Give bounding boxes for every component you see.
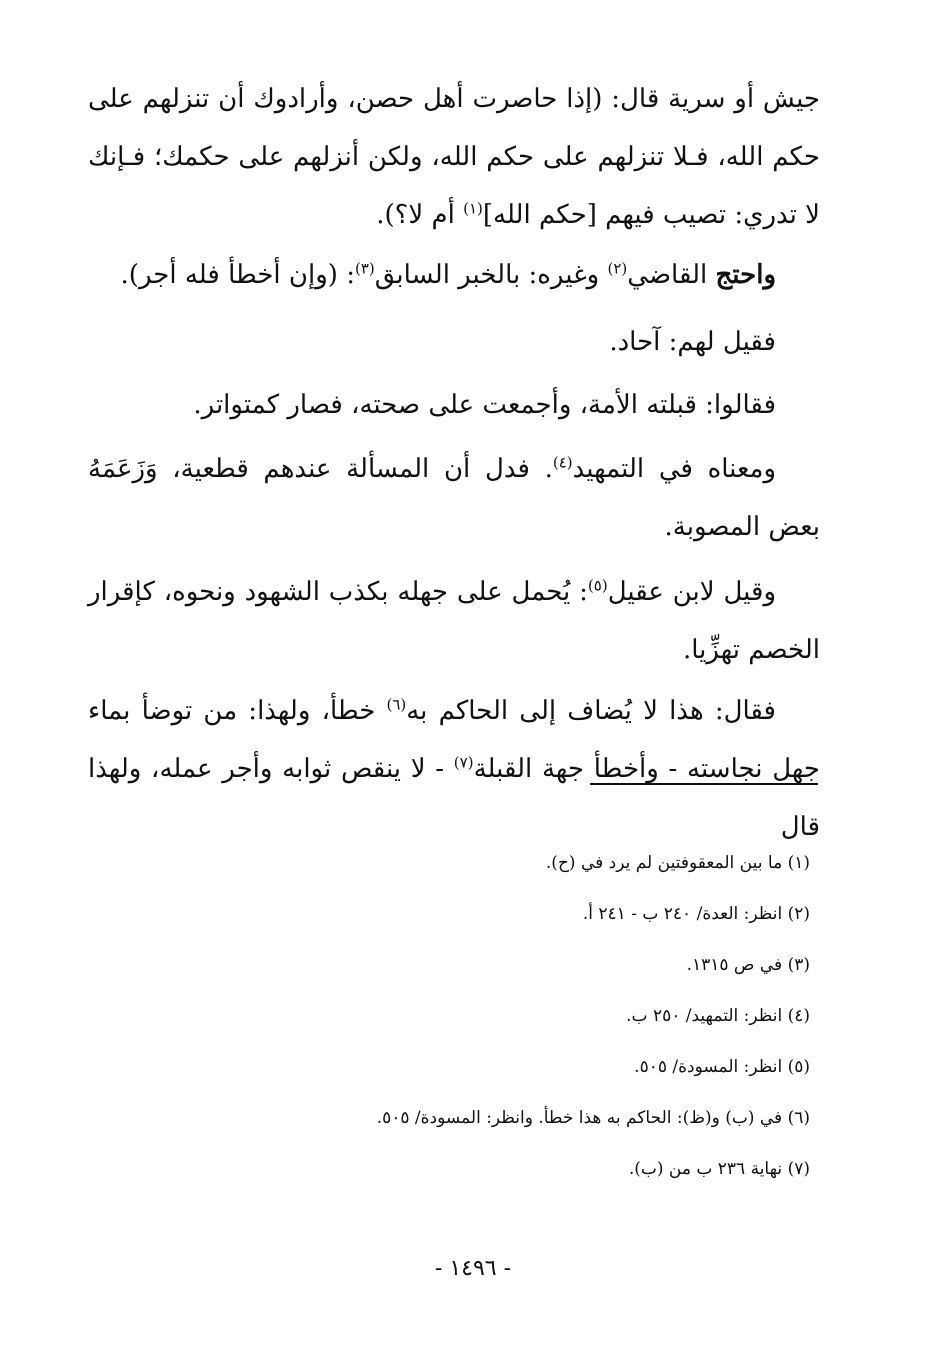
paragraph-text: ومعناه في التمهيد: [572, 454, 777, 484]
body-paragraph-5: [88, 440, 820, 556]
footnote-marker: (٥): [587, 576, 608, 595]
footnote-item: (١) ما بين المعقوفتين لم يرد في (ح).: [545, 853, 810, 873]
paragraph-text: . فدل أن المسألة عندهم قطعية، وَزَعَمَهُ بعض المصوبة.: [88, 454, 820, 542]
footnote-marker: (٤): [552, 453, 573, 472]
footnote-marker: (٦): [386, 695, 407, 714]
paragraph-text: : (وإن أخطأ فله أجر).: [120, 260, 355, 290]
footnote-marker: (٧): [453, 753, 474, 772]
body-paragraph-4: [88, 376, 820, 434]
footnote-marker: (٣): [354, 259, 375, 278]
footnote-item: (٢) انظر: العدة/ ٢٤٠ ب - ٢٤١ أ.: [582, 904, 810, 924]
paragraph-text: فقال: هذا لا يُضاف إلى الحاكم به: [406, 696, 776, 726]
footnote-marker: (٢): [607, 259, 628, 278]
paragraph-text: أم لا؟).: [376, 200, 464, 230]
paragraph-text: وغيره: بالخبر السابق: [374, 260, 608, 290]
paragraph-text: جيش أو سرية قال: (إذا حاصرت أهل حصن، وأرادوك أن تنزلهم على حكم الله، فـلا تنزلهم على حكم الله، ولكن أنزلهم على حكمك؛ فـإنك لا تدري: تصيب فيهم [حكم الله]: [88, 84, 820, 230]
body-paragraph-6: [88, 563, 820, 679]
paragraph-text: فقالوا: قبلته الأمة، وأجمعت على صحته، فصار كمتواتر.: [193, 390, 776, 420]
footnote-item: (٤) انظر: التمهيد/ ٢٥٠ ب.: [626, 1006, 810, 1026]
footnotes-list: [250, 838, 810, 1195]
footnote-item: (٧) نهاية ٢٣٦ ب من (ب).: [628, 1159, 810, 1179]
body-paragraph-3: [88, 313, 820, 371]
footnote-item: (٣) في ص ١٣١٥.: [686, 955, 810, 975]
body-paragraph-1: [88, 70, 820, 244]
body-paragraph-7: [88, 682, 820, 856]
paragraph-text: - لا ينقص ثوابه وأجر عمله، ولهذا قال: [88, 754, 820, 842]
footnote-item: (٦) في (ب) و(ظ): الحاكم به هذا خطأ. وانظر: المسودة/ ٥٠٥.: [376, 1108, 810, 1128]
footnote-marker: (١): [463, 199, 483, 218]
footnote-item: (٥) انظر: المسودة/ ٥٠٥.: [634, 1057, 810, 1077]
footnote-separator: [590, 783, 818, 785]
paragraph-text: القاضي: [627, 260, 716, 290]
paragraph-text: : يُحمل على جهله بكذب الشهود ونحوه، كإقرار الخصم تهزِّيا.: [88, 577, 820, 665]
paragraph-text: فقيل لهم: آحاد.: [609, 327, 776, 357]
paragraph-text: وقيل لابن عقيل: [607, 577, 777, 607]
body-paragraph-2: [88, 246, 820, 304]
page-number: - ١٤٩٦ -: [434, 1256, 512, 1281]
bold-lead-word: واحتج: [715, 260, 776, 290]
paragraph-text: خطأ، ولهذا: من توضأ بماء جهل نجاسته - وأخطأ جهة القبلة: [88, 696, 820, 784]
